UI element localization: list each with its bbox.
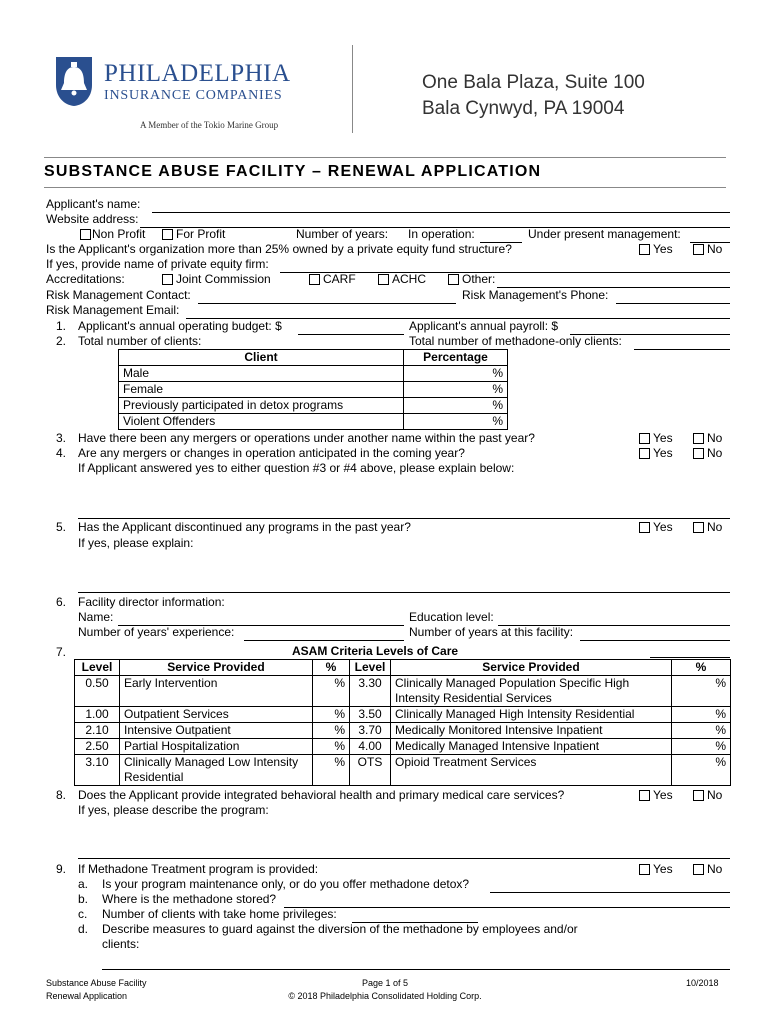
q2-methadone-field[interactable] xyxy=(634,337,730,350)
years-label: Number of years: xyxy=(296,227,389,241)
table-row xyxy=(75,676,731,707)
q7-number: 7. xyxy=(56,645,67,659)
in-operation-label: In operation: xyxy=(408,227,475,241)
asam-pct[interactable]: % xyxy=(313,739,350,755)
table-row xyxy=(119,414,508,430)
for-profit-checkbox[interactable] xyxy=(162,229,173,240)
q8-no-label: No xyxy=(707,788,723,802)
table-row xyxy=(119,366,508,382)
address-line-2: Bala Cynwyd, PA 19004 xyxy=(422,98,625,119)
company-subtitle: INSURANCE COMPANIES xyxy=(104,88,283,103)
q9b-text: Where is the methadone stored? xyxy=(102,892,277,906)
title-rule-bottom xyxy=(44,187,726,188)
accreditations-label: Accreditations: xyxy=(46,272,125,286)
address-line-1: One Bala Plaza, Suite 100 xyxy=(422,72,645,93)
q1-number: 1. xyxy=(56,319,67,333)
experience-label: Number of years' experience: xyxy=(78,625,235,639)
q6-text: Facility director information: xyxy=(78,595,225,609)
client-row-pct[interactable]: % xyxy=(404,382,508,398)
rm-contact-label: Risk Management Contact: xyxy=(46,288,191,302)
asam-pct[interactable]: % xyxy=(672,723,731,739)
pe-no-label: No xyxy=(707,242,723,256)
footer-revision-date: 10/2018 xyxy=(686,978,719,988)
asam-level: 1.00 xyxy=(75,707,120,723)
asam-title-rule xyxy=(650,657,730,658)
client-row-pct[interactable]: % xyxy=(404,366,508,382)
website-label: Website address: xyxy=(46,212,139,226)
asam-pct[interactable]: % xyxy=(672,707,731,723)
table-row xyxy=(75,739,731,755)
joint-commission-label: Joint Commission xyxy=(176,272,271,286)
footer-form-type: Renewal Application xyxy=(46,991,128,1001)
carf-label: CARF xyxy=(323,272,356,286)
applicant-name-label: Applicant's name: xyxy=(46,197,141,211)
rm-email-label: Risk Management Email: xyxy=(46,303,180,317)
achc-checkbox[interactable] xyxy=(378,274,389,285)
q4-no-checkbox[interactable] xyxy=(693,448,704,459)
carf-checkbox[interactable] xyxy=(309,274,320,285)
achc-label: ACHC xyxy=(392,272,427,286)
q9c-letter: c. xyxy=(78,907,88,921)
asam-level: 2.50 xyxy=(75,739,120,755)
other-field[interactable] xyxy=(497,275,730,288)
q9-yes-checkbox[interactable] xyxy=(639,864,650,875)
asam-service: Partial Hospitalization xyxy=(120,739,313,755)
client-percentage-table xyxy=(118,349,508,430)
asam-level: 3.70 xyxy=(350,723,391,739)
at-facility-label: Number of years at this facility: xyxy=(409,625,574,639)
q8-explain-label: If yes, please describe the program: xyxy=(78,803,269,817)
q9a-letter: a. xyxy=(78,877,89,891)
q9d-field[interactable] xyxy=(102,969,730,970)
q8-no-checkbox[interactable] xyxy=(693,790,704,801)
q8-yes-label: Yes xyxy=(653,788,673,802)
asam-level: 3.10 xyxy=(75,755,120,786)
asam-pct[interactable]: % xyxy=(313,676,350,707)
pe-no-checkbox[interactable] xyxy=(693,244,704,255)
client-row-label: Female xyxy=(119,382,404,398)
q4-text: Are any mergers or changes in operation anticipated in the coming year? xyxy=(78,446,465,460)
asam-levels-table xyxy=(74,659,731,786)
member-line: A Member of the Tokio Marine Group xyxy=(140,120,279,130)
q3-text: Have there been any mergers or operations under another name within the past year? xyxy=(78,431,535,445)
client-row-label: Male xyxy=(119,366,404,382)
client-row-pct[interactable]: % xyxy=(404,414,508,430)
rm-phone-label: Risk Management's Phone: xyxy=(462,288,609,302)
asam-level: 4.00 xyxy=(350,739,391,755)
for-profit-label: For Profit xyxy=(176,227,226,241)
asam-pct[interactable]: % xyxy=(672,755,731,786)
client-row-label: Violent Offenders xyxy=(119,414,404,430)
other-label: Other: xyxy=(462,272,496,286)
q8-yes-checkbox[interactable] xyxy=(639,790,650,801)
table-row xyxy=(75,723,731,739)
q8-explain-field[interactable] xyxy=(78,858,730,859)
col-level-header: Level xyxy=(75,660,120,676)
private-equity-question: Is the Applicant's organization more than 25% owned by a private equity fund structure? xyxy=(46,242,512,256)
asam-pct[interactable]: % xyxy=(672,676,731,707)
liberty-bell-logo-icon xyxy=(50,55,98,107)
q9b-field[interactable] xyxy=(284,895,730,908)
asam-level: OTS xyxy=(350,755,391,786)
asam-level: 2.10 xyxy=(75,723,120,739)
asam-service: Clinically Managed High Intensity Residential xyxy=(391,707,672,723)
asam-service: Intensive Outpatient xyxy=(120,723,313,739)
q9d-text: Describe measures to guard against the diversion of the methadone by employees and/or xyxy=(102,922,578,936)
asam-level: 3.50 xyxy=(350,707,391,723)
asam-level: 0.50 xyxy=(75,676,120,707)
q9c-text: Number of clients with take home privileges: xyxy=(102,907,337,921)
under-management-label: Under present management: xyxy=(528,227,681,241)
q5-yes-checkbox[interactable] xyxy=(639,522,650,533)
table-row xyxy=(119,398,508,414)
non-profit-checkbox[interactable] xyxy=(80,229,91,240)
q9-yes-label: Yes xyxy=(653,862,673,876)
asam-table-title: ASAM Criteria Levels of Care xyxy=(292,644,459,658)
title-rule-top xyxy=(44,157,726,158)
q4-yes-checkbox[interactable] xyxy=(639,448,650,459)
q4-yes-label: Yes xyxy=(653,446,673,460)
page-title: SUBSTANCE ABUSE FACILITY – RENEWAL APPLICATION xyxy=(44,163,542,180)
q3-yes-label: Yes xyxy=(653,431,673,445)
pe-yes-label: Yes xyxy=(653,242,673,256)
at-facility-field[interactable] xyxy=(580,628,730,641)
q4-number: 4. xyxy=(56,446,67,460)
q5-no-checkbox[interactable] xyxy=(693,522,704,533)
table-row xyxy=(119,382,508,398)
col-level-header: Level xyxy=(350,660,391,676)
applicant-name-field[interactable] xyxy=(152,200,730,213)
asam-level: 3.30 xyxy=(350,676,391,707)
col-percentage-header: Percentage xyxy=(404,350,508,366)
table-row xyxy=(75,755,731,786)
other-checkbox[interactable] xyxy=(448,274,459,285)
q4-explain-field[interactable] xyxy=(78,518,730,519)
q3-number: 3. xyxy=(56,431,67,445)
education-label: Education level: xyxy=(409,610,494,624)
asam-pct[interactable]: % xyxy=(313,755,350,786)
q5-text: Has the Applicant discontinued any programs in the past year? xyxy=(78,520,411,534)
q5-explain-field[interactable] xyxy=(78,592,730,593)
q6-number: 6. xyxy=(56,595,67,609)
rm-contact-field[interactable] xyxy=(198,291,456,304)
col-client-header: Client xyxy=(119,350,404,366)
q9-number: 9. xyxy=(56,862,67,876)
col-pct-header: % xyxy=(672,660,731,676)
q9-no-label: No xyxy=(707,862,723,876)
q3-no-label: No xyxy=(707,431,723,445)
q5-explain-label: If yes, please explain: xyxy=(78,536,194,550)
non-profit-label: Non Profit xyxy=(92,227,146,241)
q5-number: 5. xyxy=(56,520,67,534)
q9a-text: Is your program maintenance only, or do you offer methadone detox? xyxy=(102,877,470,891)
q4-no-label: No xyxy=(707,446,723,460)
client-row-label: Previously participated in detox programs xyxy=(119,398,404,414)
q2-clients-label: Total number of clients: xyxy=(78,334,202,348)
company-name: PHILADELPHIA xyxy=(104,60,291,87)
q8-text: Does the Applicant provide integrated behavioral health and primary medical care services? xyxy=(78,788,565,802)
footer-page-number: Page 1 of 5 xyxy=(361,978,409,988)
asam-service: Opioid Treatment Services xyxy=(391,755,672,786)
client-row-pct[interactable]: % xyxy=(404,398,508,414)
asam-pct[interactable]: % xyxy=(313,707,350,723)
rm-phone-field[interactable] xyxy=(616,291,730,304)
experience-field[interactable] xyxy=(244,628,404,641)
col-service-header: Service Provided xyxy=(391,660,672,676)
asam-pct[interactable]: % xyxy=(672,739,731,755)
asam-service: Medically Monitored Intensive Inpatient xyxy=(391,723,672,739)
table-row xyxy=(75,707,731,723)
q9a-field[interactable] xyxy=(490,880,730,893)
q9d-letter: d. xyxy=(78,922,89,936)
asam-service: Clinically Managed Low Intensity Residential xyxy=(120,755,313,786)
col-service-header: Service Provided xyxy=(120,660,313,676)
footer-copyright: © 2018 Philadelphia Consolidated Holding Corp. xyxy=(288,991,482,1001)
pe-yes-checkbox[interactable] xyxy=(639,244,650,255)
q9d-text-cont: clients: xyxy=(102,937,140,951)
asam-service: Early Intervention xyxy=(120,676,313,707)
private-equity-name-label: If yes, provide name of private equity firm: xyxy=(46,257,269,271)
col-pct-header: % xyxy=(313,660,350,676)
q5-yes-label: Yes xyxy=(653,520,673,534)
q9b-letter: b. xyxy=(78,892,89,906)
q9-no-checkbox[interactable] xyxy=(693,864,704,875)
asam-service: Clinically Managed Population Specific High Intensity Residential Services xyxy=(391,676,672,707)
q1-payroll-label: Applicant's annual payroll: $ xyxy=(409,319,559,333)
joint-commission-checkbox[interactable] xyxy=(162,274,173,285)
q3-no-checkbox[interactable] xyxy=(693,433,704,444)
q5-no-label: No xyxy=(707,520,723,534)
q9-text: If Methadone Treatment program is provided: xyxy=(78,862,319,876)
rm-email-field[interactable] xyxy=(186,306,730,319)
q3-yes-checkbox[interactable] xyxy=(639,433,650,444)
q8-number: 8. xyxy=(56,788,67,802)
q1-budget-field[interactable] xyxy=(298,322,404,335)
asam-service: Medically Managed Intensive Inpatient xyxy=(391,739,672,755)
asam-service: Outpatient Services xyxy=(120,707,313,723)
q2-number: 2. xyxy=(56,334,67,348)
director-name-label: Name: xyxy=(78,610,114,624)
footer-form-name: Substance Abuse Facility xyxy=(46,978,147,988)
asam-pct[interactable]: % xyxy=(313,723,350,739)
q1-budget-label: Applicant's annual operating budget: $ xyxy=(78,319,282,333)
header-divider xyxy=(352,45,353,133)
q2-methadone-label: Total number of methadone-only clients: xyxy=(409,334,622,348)
q4-explain-label: If Applicant answered yes to either question #3 or #4 above, please explain below: xyxy=(78,461,515,475)
